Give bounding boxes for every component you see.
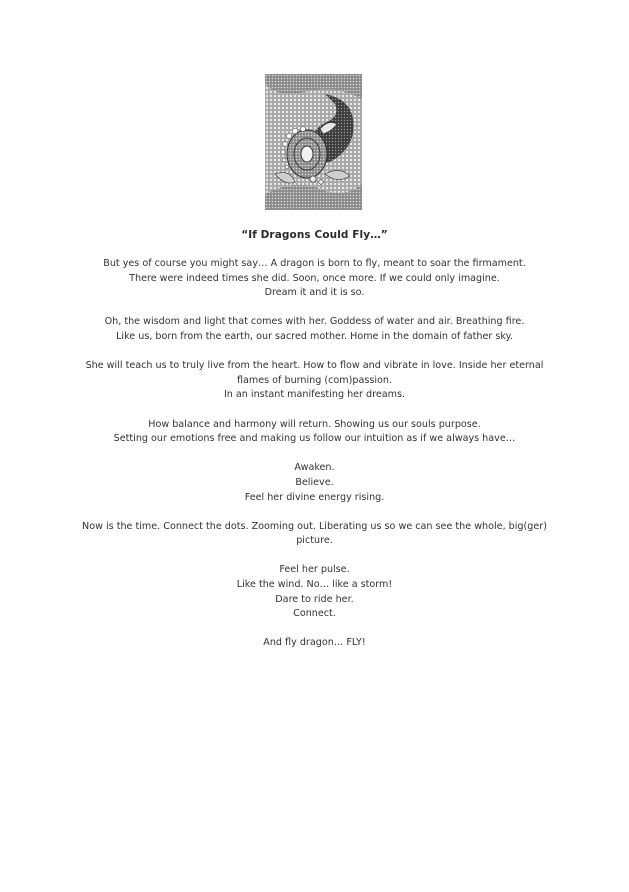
poem-line: Setting our emotions free and making us follow our intuition as if we always have… (113, 433, 516, 445)
stanza (40, 563, 589, 621)
poem-line: And fly dragon… FLY! (263, 637, 366, 649)
poem-line: There were indeed times she did. Soon, once more. If we could only imagine. (129, 272, 500, 284)
stanza (40, 359, 589, 403)
poem-line: Believe. (295, 476, 334, 488)
dragon-dot-painting-image (265, 74, 362, 210)
poem-line: Now is the time. Connect the dots. Zooming out. Liberating us so we can see the whole, big(ger) (82, 520, 547, 532)
poem-line: Like the wind. No… like a storm! (236, 579, 393, 591)
stanza (40, 636, 589, 651)
poem-line: Dream it and it is so. (264, 287, 365, 299)
stanza (40, 315, 589, 344)
poem-line: How balance and harmony will return. Showing us our souls purpose. (148, 418, 481, 430)
stanza (40, 418, 589, 447)
stanza (40, 257, 589, 301)
poem-line: Dare to ride her. (275, 593, 354, 605)
poem-line: But yes of course you might say… A dragon is born to fly, meant to soar the firmament. (103, 258, 526, 269)
stanza (40, 461, 589, 505)
poem-line: She will teach us to truly live from the heart. How to flow and vibrate in love. Inside her eternal (85, 360, 544, 372)
poem-line: Feel her pulse. (279, 564, 350, 576)
poem-line: In an instant manifesting her dreams. (223, 389, 406, 401)
poem-line: Awaken. (294, 462, 335, 474)
poem-line: Feel her divine energy rising. (244, 491, 385, 503)
poem-line: flames of burning (com)passion. (236, 374, 393, 386)
poem-line: Like us, born from the earth, our sacred mother. Home in the domain of father sky. (116, 330, 513, 342)
stanza (40, 520, 589, 549)
poem-body (40, 257, 589, 666)
poem-line: Connect. (293, 608, 336, 620)
poem-line: Oh, the wisdom and light that comes with her. Goddess of water and air. Breathing fire. (104, 316, 525, 328)
poem-line: picture. (296, 535, 333, 547)
poem-title: “If Dragons Could Fly…” (241, 229, 388, 241)
